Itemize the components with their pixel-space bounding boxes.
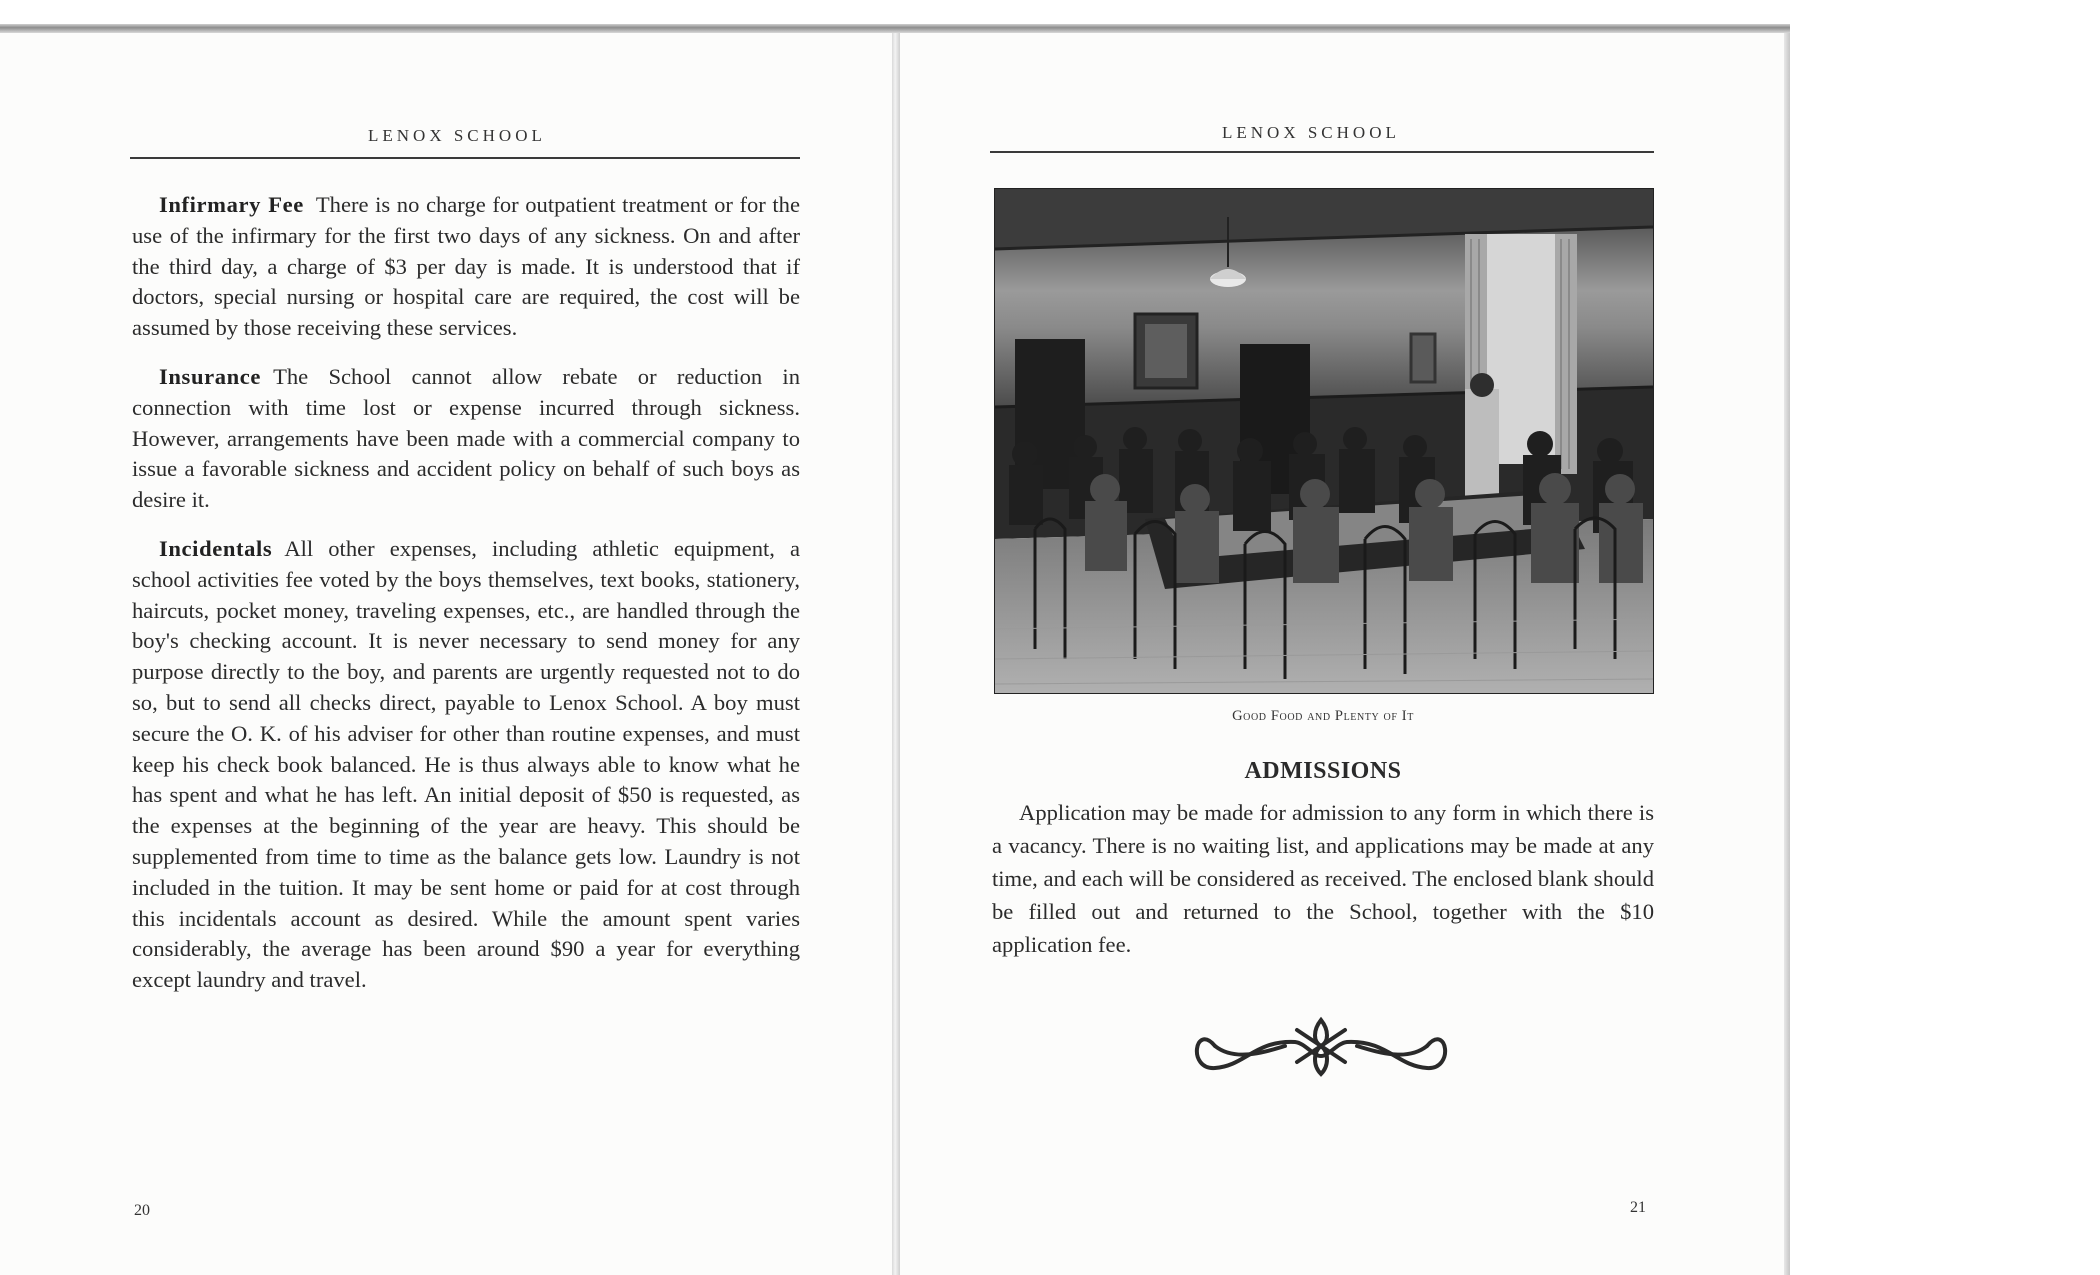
right-body-text	[992, 796, 1654, 979]
left-running-head: LENOX SCHOOL	[368, 126, 546, 145]
scroll-flourish-ornament-icon	[1185, 1012, 1457, 1080]
right-page-number: 21	[1630, 1199, 1646, 1216]
left-body-text	[132, 190, 800, 1014]
right-header-rule	[990, 151, 1654, 153]
paragraph-text: There is no charge for outpatient treatment or for the use of the infirmary for the first two days of any sickness. On and after the third day, a charge of $3 per day is made. It is understood that if doctors, special nursing or hospital care are required, the cost will be assumed by those receiving these services.	[132, 192, 801, 341]
run-in-heading-infirmary-fee: Infirmary Fee	[159, 192, 304, 217]
run-in-heading-incidentals: Incidentals	[159, 535, 273, 561]
left-page-number: 20	[134, 1202, 150, 1219]
paragraph-infirmary-fee	[132, 190, 800, 344]
scan-top-edge	[0, 24, 1790, 33]
scan-right-edge	[1784, 33, 1790, 1275]
paragraph-incidentals	[132, 534, 800, 996]
section-heading-admissions: ADMISSIONS	[1244, 758, 1402, 784]
dining-hall-photo	[994, 188, 1654, 694]
photo-caption: Good Food and Plenty of It	[1232, 708, 1414, 724]
paragraph-admissions: Application may be made for admission to any form in which there is a vacancy. There is no waiting list, and applications may be made at any time, and each will be considered as received. The enclosed blank should be filled out and returned to the School, together with the $10 application fee.	[992, 800, 1654, 957]
paragraph-insurance	[132, 362, 800, 516]
left-header-rule	[130, 157, 800, 159]
paragraph-text: All other expenses, including athletic equipment, a school activities fee voted by the boys themselves, text books, stationery, haircuts, pocket money, traveling expenses, etc., are handled through the boy's checking account. It is never necessary to send money for any purpose directly to the boy, and parents are urgently requested not to do so, but to send all checks direct, payable to Lenox School. A boy must secure the O. K. of his adviser for other than routine expenses, and must keep his check book balanced. He is thus always able to know what he has spent and what he has left. An initial deposit of $50 is requested, as the expenses at the beginning of the year are heavy. This should be supplemented from time to time as the balance gets low. Laundry is not included in the tuition. It may be sent home or paid for at cost through this incidentals account as desired. While the amount spent varies considerably, the average has been around $90 a year for everything except laundry and travel.	[132, 535, 800, 993]
right-running-head: LENOX SCHOOL	[1222, 123, 1400, 142]
book-gutter	[892, 33, 900, 1275]
paragraph-text: The School cannot allow rebate or reduction in connection with time lost or expense incurred through sickness. However, arrangements have been made with a commercial company to issue a favorable sickness and accident policy on behalf of such boys as desire it.	[132, 363, 800, 513]
run-in-heading-insurance: Insurance	[159, 363, 262, 389]
